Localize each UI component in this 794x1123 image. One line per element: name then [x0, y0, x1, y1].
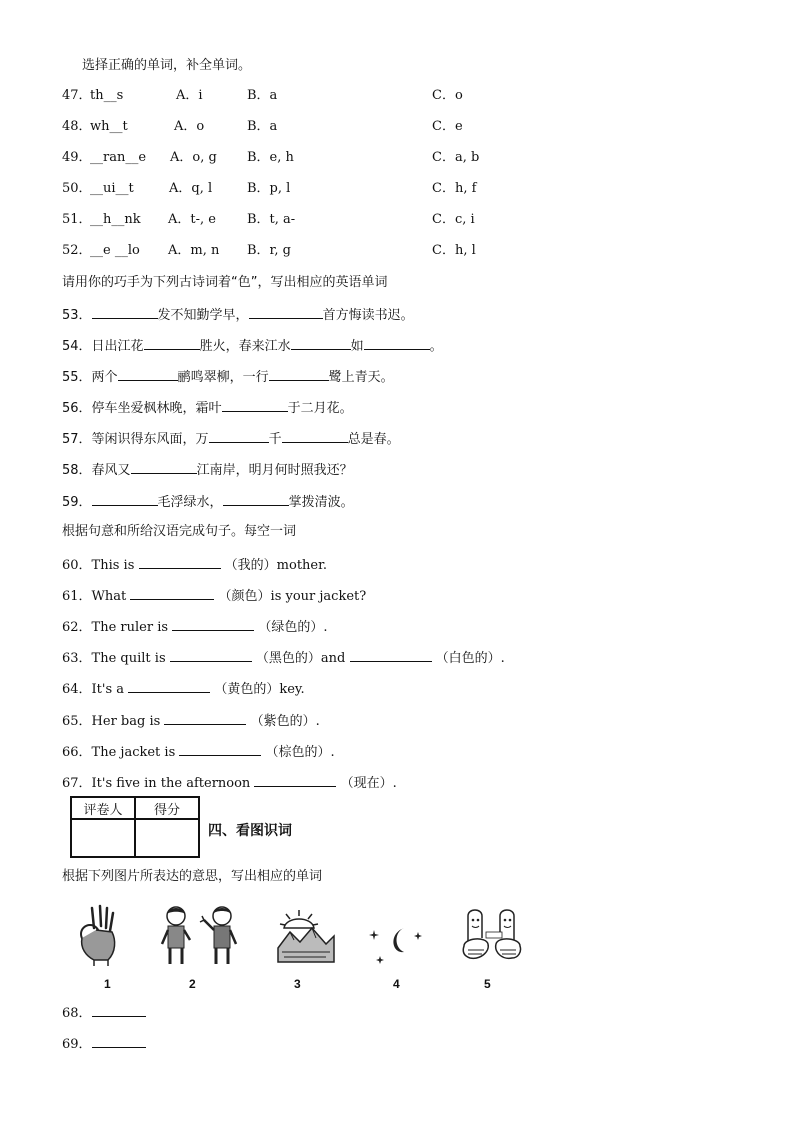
picture-number-5: 5: [484, 977, 491, 991]
question-number: 52．: [62, 243, 92, 258]
picture-number-2: 2: [189, 977, 196, 991]
poem-text: 发不知勤学早，: [157, 308, 249, 323]
section1-instruction: 选择正确的单词，补全单词。: [82, 58, 252, 73]
answer-blank[interactable]: [131, 461, 197, 474]
answer-blank[interactable]: [92, 493, 158, 506]
answer-blank[interactable]: [223, 493, 289, 506]
sentence-text: The ruler is: [91, 620, 169, 635]
question-number: 48．: [62, 119, 92, 134]
poem-text: 鹭上青天。: [328, 370, 394, 385]
question-number: 55．: [62, 370, 92, 385]
sentence-text: （紫色的）.: [250, 714, 320, 729]
picture-number-1: 1: [104, 977, 111, 991]
sentence-text: （棕色的）.: [265, 745, 335, 760]
grader-header: 评卷人: [71, 797, 135, 819]
poem-text: 胜火，春来江水: [199, 339, 291, 354]
option-c[interactable]: C．e: [432, 119, 463, 134]
option-a[interactable]: A．m, n: [168, 243, 220, 258]
question-number: 57．: [62, 432, 92, 447]
two-children-icon: [156, 904, 242, 966]
question-65: [62, 712, 320, 730]
question-number: 51．: [62, 212, 92, 227]
option-b[interactable]: B．r, g: [247, 243, 291, 258]
ok-hand-icon: [74, 904, 124, 966]
option-a[interactable]: A．o, g: [170, 150, 217, 165]
incomplete-word: th__s: [90, 88, 124, 103]
sentence-text: （现在）.: [340, 776, 397, 791]
option-c[interactable]: C．o: [432, 88, 463, 103]
question-number: 54．: [62, 339, 92, 354]
option-b[interactable]: B．a: [247, 119, 278, 134]
sentence-text: （绿色的）.: [258, 620, 328, 635]
option-a[interactable]: A．i: [176, 88, 203, 103]
poem-text: 停车坐爱枫林晚，霜叶: [91, 401, 222, 416]
question-67: [62, 774, 397, 792]
answer-blank[interactable]: [92, 1004, 146, 1017]
picture-number-4: 4: [393, 977, 400, 991]
poem-text: 。: [429, 339, 443, 354]
poem-text: 如: [350, 339, 364, 354]
question-number: 50．: [62, 181, 92, 196]
question-62: [62, 618, 327, 636]
answer-blank[interactable]: [128, 680, 210, 693]
question-number: 49．: [62, 150, 92, 165]
option-a[interactable]: A．t-, e: [168, 212, 216, 227]
sentence-text: What: [91, 589, 127, 604]
option-c[interactable]: C．h, l: [432, 243, 476, 258]
section4-title: 四、看图识词: [208, 823, 292, 839]
question-63: [62, 649, 505, 667]
answer-blank[interactable]: [118, 368, 178, 381]
option-c[interactable]: C．h, f: [432, 181, 477, 196]
question-number: 53．: [62, 308, 92, 323]
picture-number-3: 3: [294, 977, 301, 991]
option-b[interactable]: B．p, l: [247, 181, 291, 196]
answer-blank[interactable]: [179, 743, 261, 756]
question-58: [62, 461, 353, 479]
question-55: [62, 368, 394, 386]
question-61: [62, 587, 366, 605]
incomplete-word: __ran__e: [90, 150, 147, 165]
poem-text: 总是春。: [347, 432, 400, 447]
question-number: 58．: [62, 463, 92, 478]
question-60: [62, 556, 327, 574]
option-b[interactable]: B．a: [247, 88, 278, 103]
score-header: 得分: [135, 797, 199, 819]
option-a[interactable]: A．q, l: [169, 181, 213, 196]
option-b[interactable]: B．t, a-: [247, 212, 296, 227]
answer-blank[interactable]: [139, 556, 221, 569]
poem-text: 掌拨清波。: [288, 495, 354, 510]
thumbs-up-icon: [460, 904, 530, 966]
question-number: 60．: [62, 558, 92, 573]
question-54: [62, 337, 443, 355]
question-64: [62, 680, 305, 698]
sunset-icon: [276, 904, 336, 966]
poem-text: 两个: [91, 370, 118, 385]
sentence-text: （我的）mother.: [224, 558, 328, 573]
answer-blank[interactable]: [269, 368, 329, 381]
question-59: [62, 493, 354, 511]
question-number: 56．: [62, 401, 92, 416]
answer-blank[interactable]: [254, 774, 336, 787]
answer-blank[interactable]: [170, 649, 252, 662]
sentence-text: The jacket is: [91, 745, 176, 760]
answer-blank[interactable]: [291, 337, 351, 350]
section2-instruction: 请用你的巧手为下列古诗词着“色”，写出相应的英语单词: [62, 275, 388, 290]
answer-blank[interactable]: [92, 1035, 146, 1048]
incomplete-word: __e __lo: [90, 243, 140, 258]
question-number: 67．: [62, 776, 92, 791]
question-number: 65．: [62, 714, 92, 729]
section4-instruction: 根据下列图片所表达的意思，写出相应的单词: [62, 869, 323, 884]
question-53: [62, 306, 414, 324]
question-68: [62, 1004, 146, 1022]
answer-blank[interactable]: [164, 712, 246, 725]
grader-cell[interactable]: [71, 819, 135, 857]
sentence-text: （黄色的）key.: [214, 682, 305, 697]
sentence-text: It's five in the afternoon: [91, 776, 251, 791]
question-number: 59．: [62, 495, 92, 510]
incomplete-word: __h__nk: [90, 212, 141, 227]
poem-text: 鹂鸣翠柳，一行: [177, 370, 269, 385]
sentence-text: （颜色）is your jacket?: [218, 589, 367, 604]
sentence-text: Her bag is: [91, 714, 161, 729]
option-a[interactable]: A．o: [174, 119, 205, 134]
answer-blank[interactable]: [282, 430, 348, 443]
question-number: 64．: [62, 682, 92, 697]
question-number: 61．: [62, 589, 92, 604]
poem-text: 江南岸，明月何时照我还？: [196, 463, 353, 478]
answer-blank[interactable]: [364, 337, 430, 350]
moon-stars-icon: [368, 904, 424, 966]
incomplete-word: wh__t: [90, 119, 128, 134]
answer-blank[interactable]: [172, 618, 254, 631]
answer-blank[interactable]: [222, 399, 288, 412]
question-number: 66．: [62, 745, 92, 760]
poem-text: 首方悔读书迟。: [322, 308, 414, 323]
option-c[interactable]: C．a, b: [432, 150, 480, 165]
sentence-text: It's a: [91, 682, 125, 697]
poem-text: 千: [268, 432, 282, 447]
answer-blank[interactable]: [130, 587, 214, 600]
question-number: 47．: [62, 88, 92, 103]
answer-blank[interactable]: [92, 306, 158, 319]
incomplete-word: __ui__t: [90, 181, 134, 196]
answer-blank[interactable]: [350, 649, 432, 662]
sentence-text: （黑色的）and: [255, 651, 346, 666]
sentence-text: The quilt is: [91, 651, 166, 666]
answer-blank[interactable]: [209, 430, 269, 443]
question-57: [62, 430, 400, 448]
score-table: [70, 796, 200, 858]
question-56: [62, 399, 353, 417]
question-number: 63．: [62, 651, 92, 666]
answer-blank[interactable]: [249, 306, 323, 319]
score-cell[interactable]: [135, 819, 199, 857]
sentence-text: （白色的）.: [435, 651, 505, 666]
question-69: [62, 1035, 146, 1053]
question-number: 68．: [62, 1006, 92, 1021]
question-number: 62．: [62, 620, 92, 635]
poem-text: 于二月花。: [287, 401, 353, 416]
question-number: 69．: [62, 1037, 92, 1052]
question-66: [62, 743, 335, 761]
sentence-text: This is: [91, 558, 135, 573]
option-b[interactable]: B．e, h: [247, 150, 294, 165]
poem-text: 日出江花: [91, 339, 144, 354]
answer-blank[interactable]: [144, 337, 200, 350]
poem-text: 毛浮绿水，: [157, 495, 223, 510]
option-c[interactable]: C．c, i: [432, 212, 475, 227]
poem-text: 春风又: [91, 463, 131, 478]
section3-instruction: 根据句意和所给汉语完成句子。每空一词: [62, 524, 297, 539]
poem-text: 等闲识得东风面，万: [91, 432, 209, 447]
